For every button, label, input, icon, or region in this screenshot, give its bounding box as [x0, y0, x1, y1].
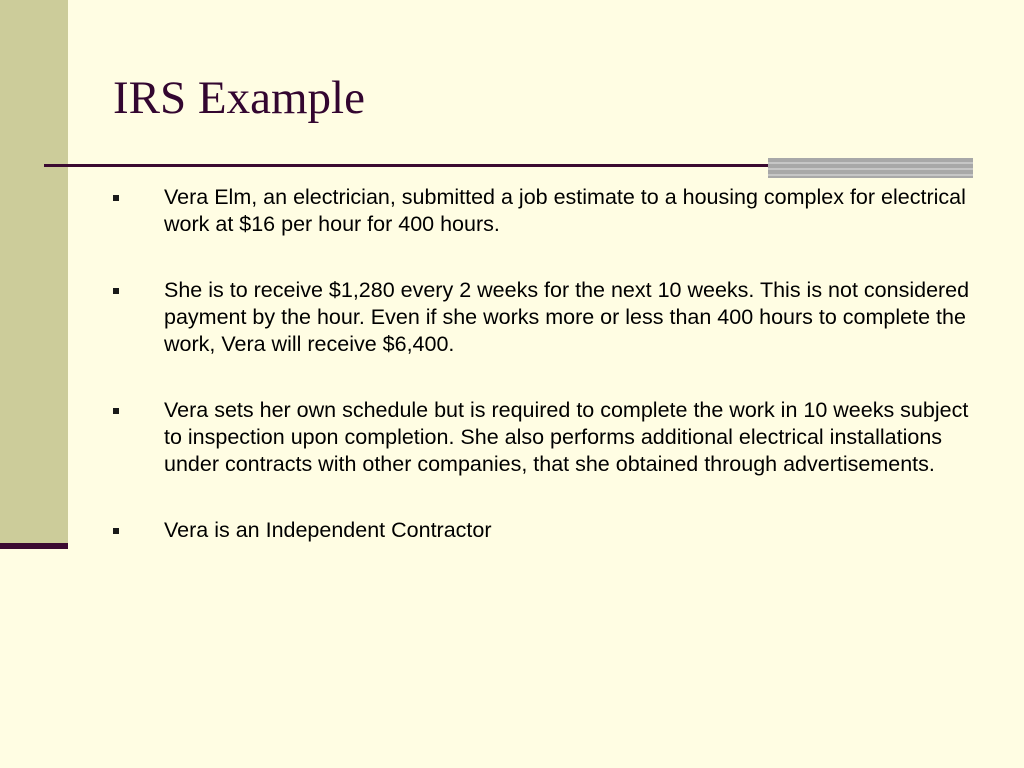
- bullet-text: Vera Elm, an electrician, submitted a job estimate to a housing complex for electrical work at $16 per hour for 400 hours.: [164, 185, 966, 236]
- bullet-text: Vera is an Independent Contractor: [164, 518, 492, 542]
- side-band-rule: [0, 543, 68, 549]
- bullet-list: [110, 184, 990, 583]
- square-bullet-icon: [113, 288, 119, 294]
- bullet-text: Vera sets her own schedule but is required to complete the work in 10 weeks subject to inspection upon completion. She also performs additional electrical installations under contracts with other companies, that she obtained through advertisements.: [164, 398, 969, 476]
- bullet-item: [110, 397, 990, 478]
- bullet-item: [110, 277, 990, 358]
- square-bullet-icon: [113, 408, 119, 414]
- slide-title: IRS Example: [113, 72, 365, 124]
- bullet-item: [110, 517, 990, 544]
- side-band-decoration: [0, 0, 68, 543]
- bullet-item: [110, 184, 990, 238]
- square-bullet-icon: [113, 528, 119, 534]
- accent-bar-decoration: [768, 158, 973, 178]
- square-bullet-icon: [113, 195, 119, 201]
- bullet-text: She is to receive $1,280 every 2 weeks for the next 10 weeks. This is not considered payment by the hour. Even if she works more or less than 400 hours to complete the work, Vera will receive $6,400.: [164, 278, 970, 356]
